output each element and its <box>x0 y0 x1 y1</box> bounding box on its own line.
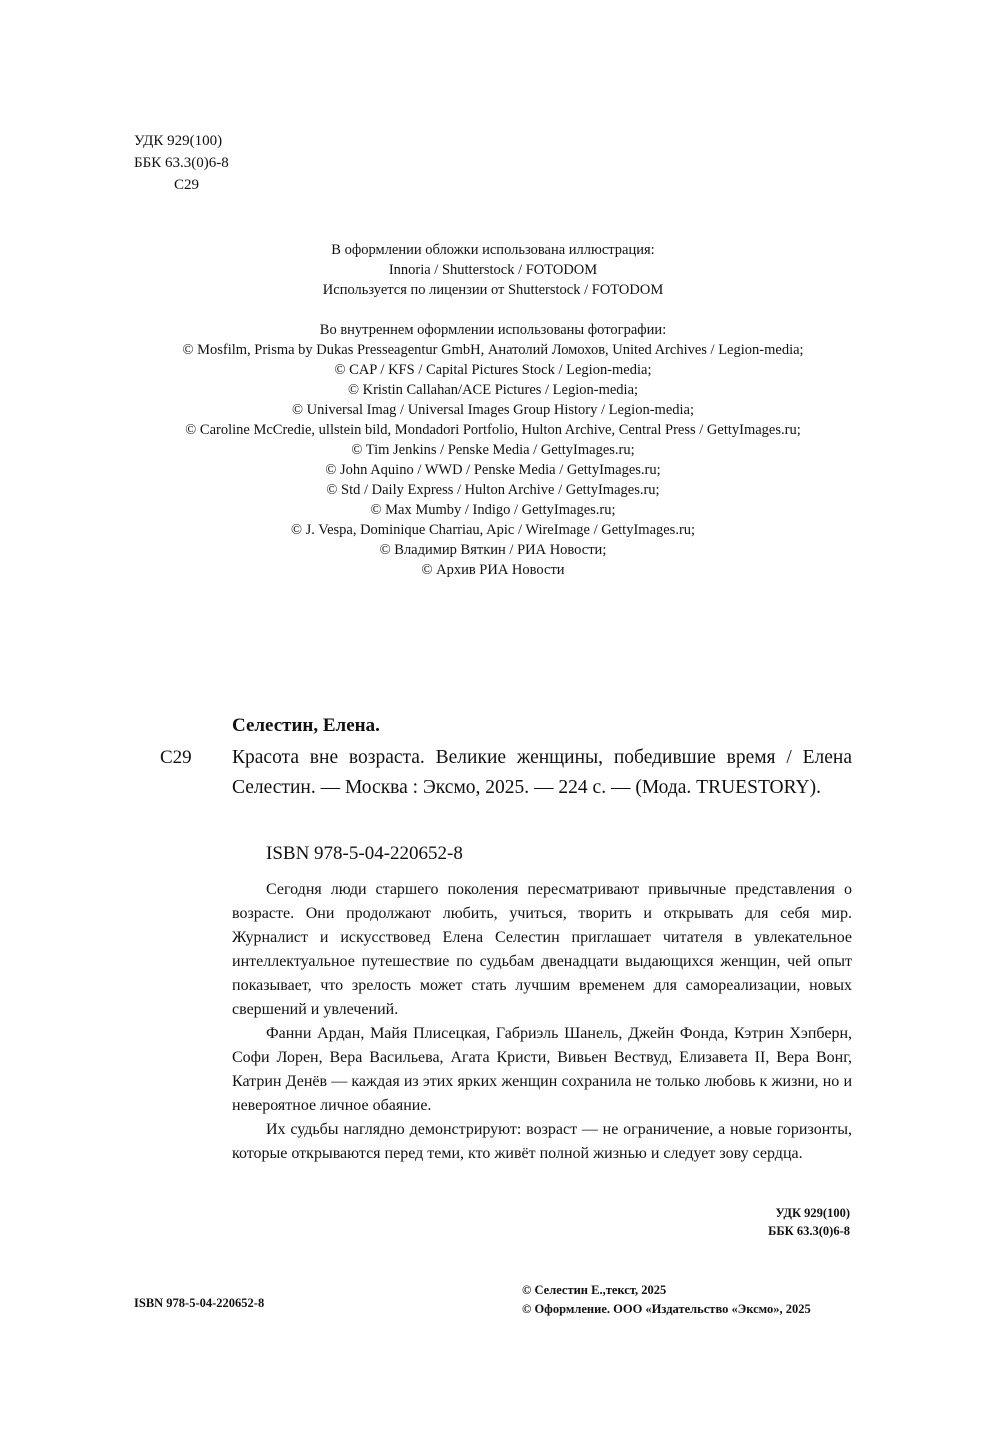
photo-credit-line: Во внутреннем оформлении использованы фотографии: <box>319 322 667 338</box>
author-heading: Селестин, Елена. <box>232 715 380 736</box>
copyright-text: © Селестин Е.,текст, 2025 <box>522 1283 667 1297</box>
photo-credit-line: © Caroline McCredie, ullstein bild, Mondadori Portfolio, Hulton Archive, Central Press / GettyImages.ru; <box>185 422 801 438</box>
photo-credit-line: © Tim Jenkins / Penske Media / GettyImages.ru; <box>351 442 635 458</box>
isbn: ISBN 978-5-04-220652-8 <box>266 843 463 864</box>
photo-credit-line: © Kristin Callahan/ACE Pictures / Legion-media; <box>347 382 639 398</box>
footer-bbk: ББК 63.3(0)6-8 <box>768 1224 850 1238</box>
photo-credit-line: © J. Vespa, Dominique Charriau, Apic / WireImage / GettyImages.ru; <box>290 522 696 538</box>
photo-credits <box>110 320 876 580</box>
author-mark-code: С29 <box>160 747 192 768</box>
footer-isbn: ISBN 978-5-04-220652-8 <box>134 1296 265 1310</box>
photo-credit-line: © Mosfilm, Prisma by Dukas Presseagentur GmbH, Анатолий Ломохов, United Archives / Legion-media; <box>182 342 804 358</box>
copyright-design: © Оформление. ООО «Издательство «Эксмо», 2025 <box>522 1302 811 1316</box>
copyright-block <box>522 1281 811 1319</box>
photo-credit-line: © John Aquino / WWD / Penske Media / GettyImages.ru; <box>325 462 661 478</box>
photo-credit-line: © Universal Imag / Universal Images Group History / Legion-media; <box>291 402 694 418</box>
footer-classification <box>620 1204 850 1240</box>
photo-credit-line: © Max Mumby / Indigo / GettyImages.ru; <box>370 502 616 518</box>
bbk-code: ББК 63.3(0)6-8 <box>134 155 229 171</box>
cover-credit-line: В оформлении обложки использована иллюстрация: <box>331 242 655 258</box>
photo-credit-line: © Архив РИА Новости <box>421 562 565 578</box>
bibliographic-description: Красота вне возраста. Великие женщины, победившие время / Елена Селестин. — Москва : Эксмо, 2025. — 224 с. — (Мода. TRUESTORY). <box>232 747 852 798</box>
cover-credit-line: Используется по лицензии от Shutterstock / FOTODOM <box>322 282 664 298</box>
annotation-paragraph: Их судьбы наглядно демонстрируют: возраст — не ограничение, а новые горизонты, которые открываются перед теми, кто живёт полной жизнью и следует зову сердца. <box>232 1121 852 1162</box>
footer-udk: УДК 929(100) <box>775 1206 850 1220</box>
photo-credit-line: © Владимир Вяткин / РИА Новости; <box>379 542 607 558</box>
classification-block <box>134 130 229 196</box>
cover-credit-line: Innoria / Shutterstock / FOTODOM <box>388 262 598 278</box>
author-mark: С29 <box>174 177 200 193</box>
annotation-paragraph: Сегодня люди старшего поколения пересматривают привычные представления о возрасте. Они продолжают любить, учиться, творить и открывать для себя мир. Журналист и искусствовед Елена Селестин приглашает читателя в увлекательное интеллектуальное путешествие по судьбам двенадцати выдающихся женщин, чей опыт показывает, что зрелость может стать лучшим временем для самореализации, новых свершений и увлечений. <box>232 881 852 1018</box>
udk-code: УДК 929(100) <box>134 133 223 149</box>
photo-credit-line: © CAP / KFS / Capital Pictures Stock / Legion-media; <box>334 362 652 378</box>
cover-credits <box>110 240 876 300</box>
photo-credit-line: © Std / Daily Express / Hulton Archive / GettyImages.ru; <box>326 482 660 498</box>
annotation-paragraph: Фанни Ардан, Майя Плисецкая, Габриэль Шанель, Джейн Фонда, Кэтрин Хэпберн, Софи Лорен, Вера Васильева, Агата Кристи, Вивьен Вествуд, Елизавета II, Вера Вонг, Катрин Денёв — каждая из этих ярких женщин сохранила не только любовь к жизни, но и невероятное личное обаяние. <box>232 1025 852 1114</box>
annotation <box>232 878 852 1166</box>
